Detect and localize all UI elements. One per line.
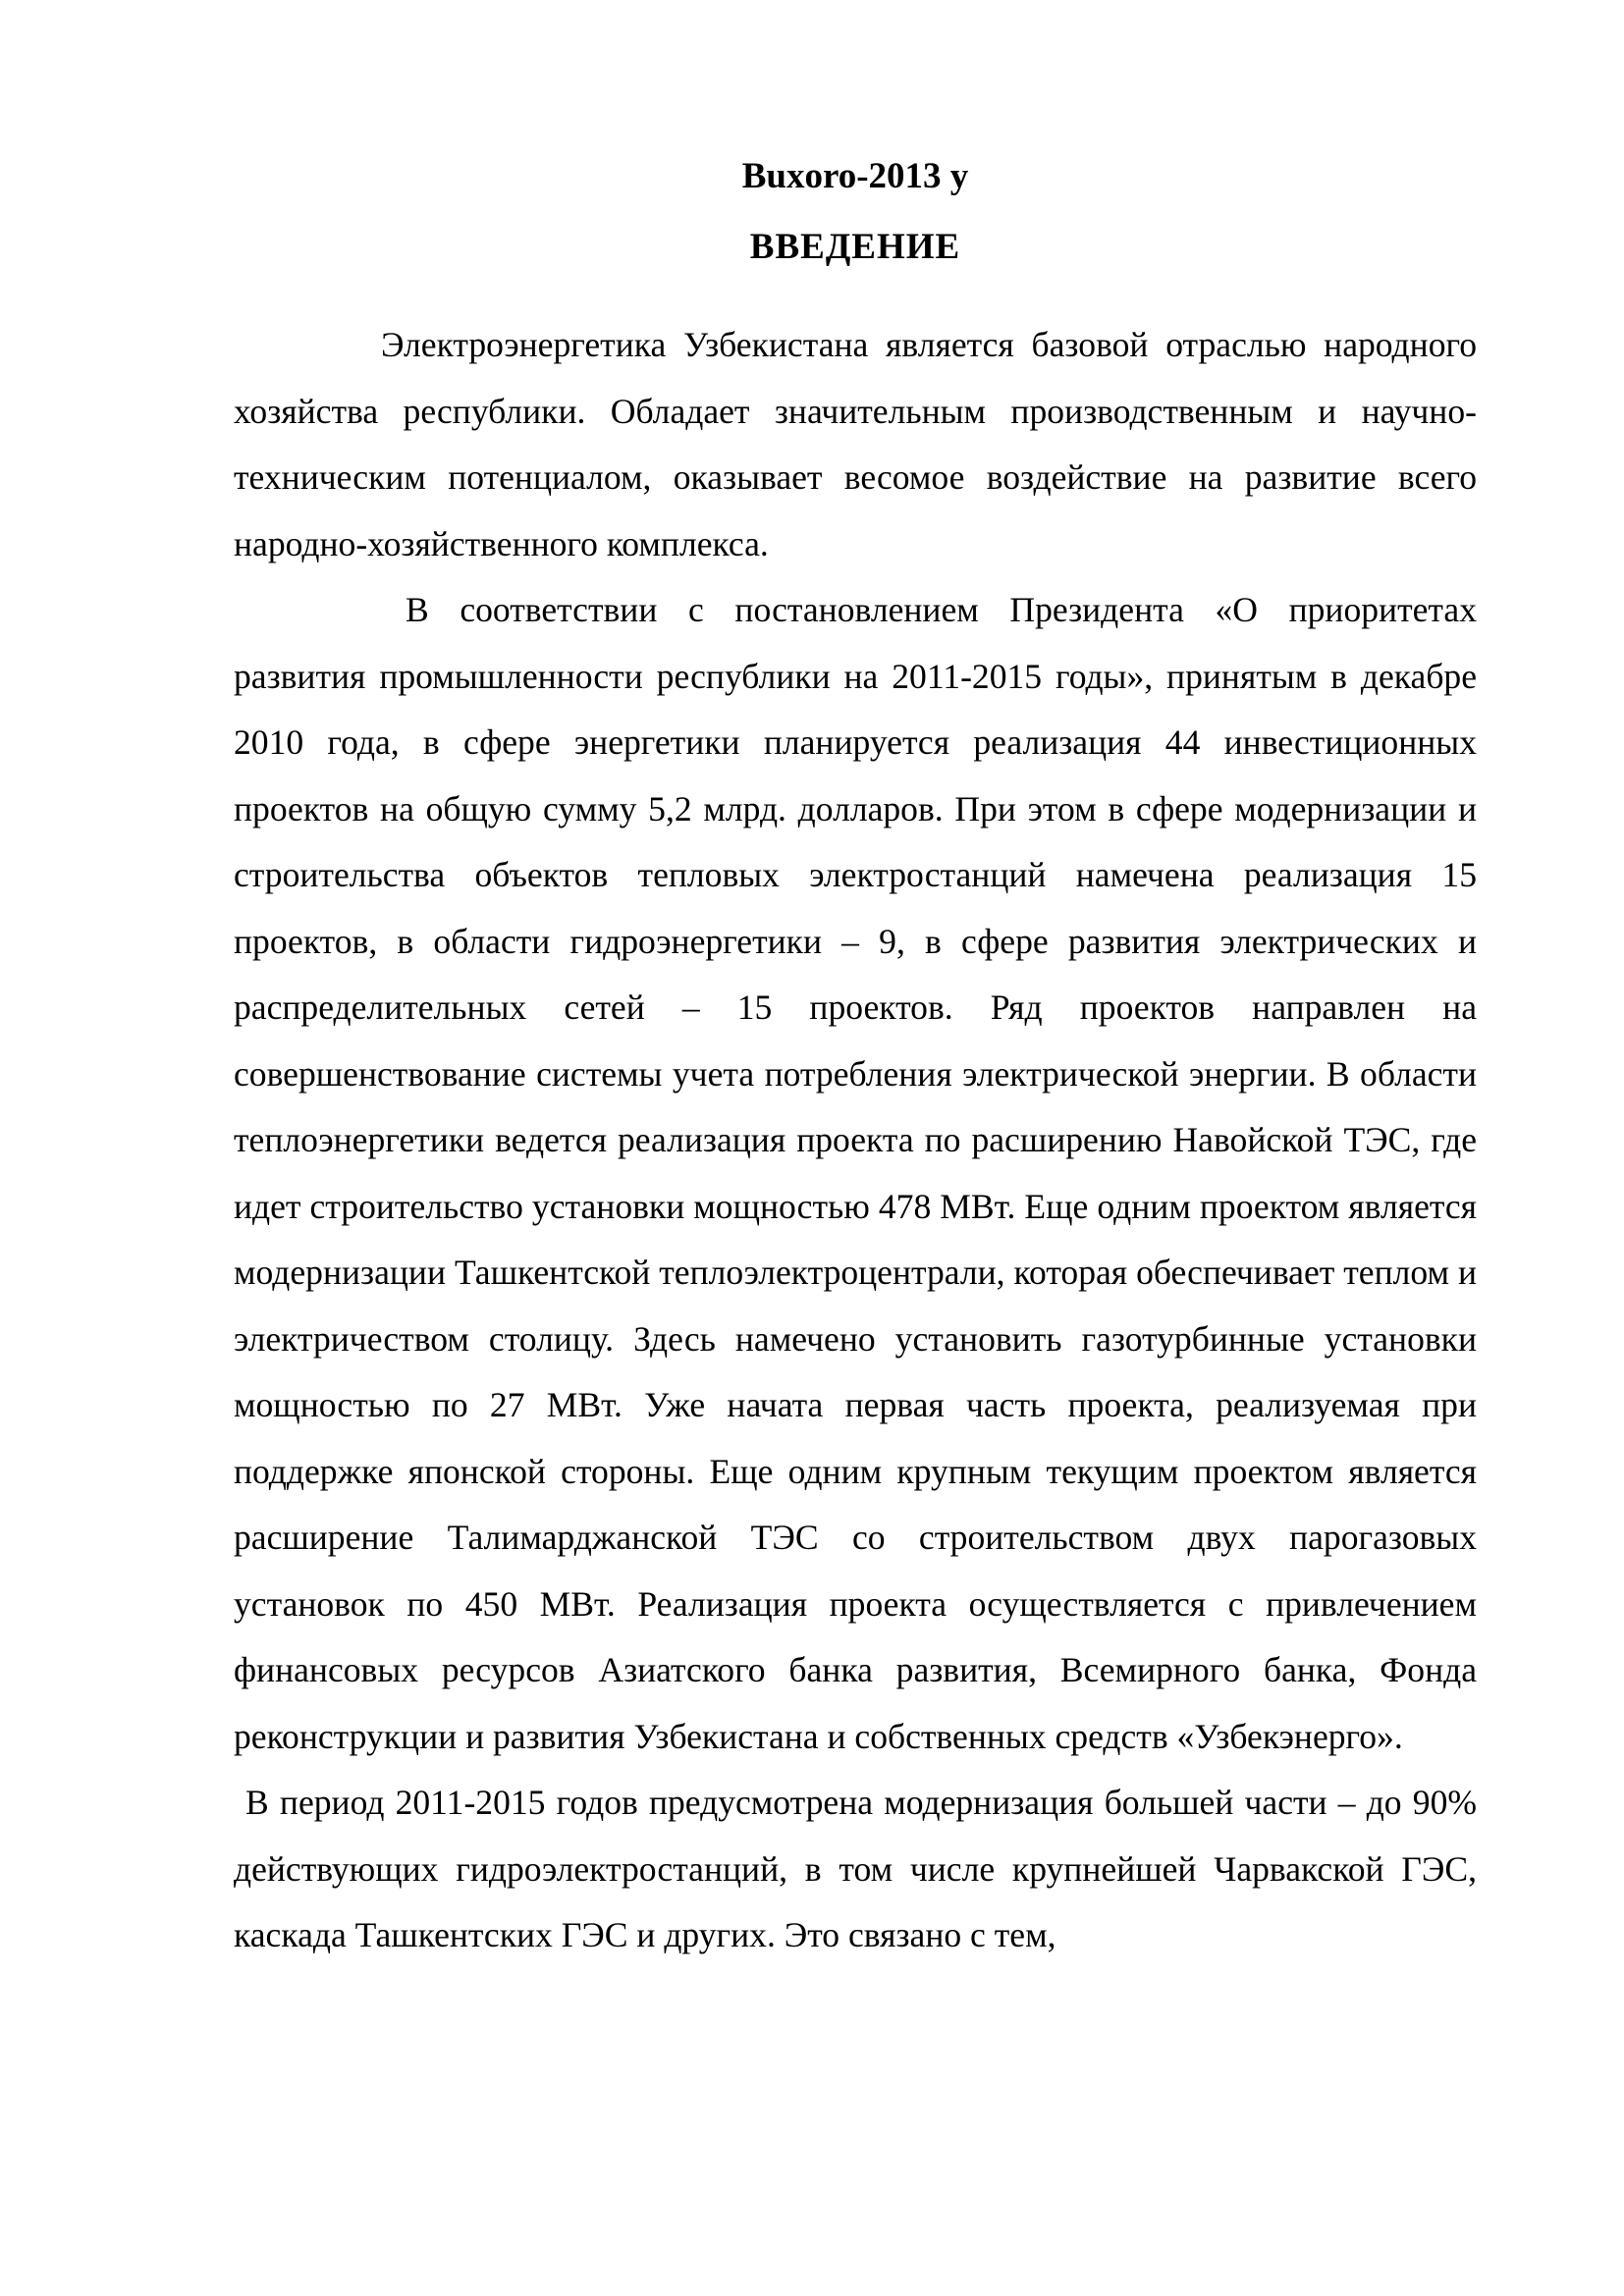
paragraph-hydro-modernization: В период 2011-2015 годов предусмотрена модернизация большей части – до 90% действующих гидроэлектростанций, в том числе крупнейшей Чарвакской ГЭС, каскада Ташкентских ГЭС и других. Это связано с тем, xyxy=(234,1783,1477,1954)
document-heading: ВВЕДЕНИЕ xyxy=(749,227,961,267)
document-subtitle: Buxoro-2013 y xyxy=(741,156,969,196)
paragraph-investment-projects: В соответствии с постановлением Президента «О приоритетах развития промышленности республики на 2011-2015 годы», принятым в декабре 2010 года, в сфере энергетики планируется реализация 44 инвестиционных проектов на общую сумму 5,2 млрд. долларов. При этом в сфере модернизации и строительства объектов тепловых электростанций намечена реализация 15 проектов, в области гидроэнергетики – 9, в сфере развития электрических и распределительных сетей – 15 проектов. Ряд проектов направлен на совершенствование системы учета потребления электрической энергии. В области теплоэнергетики ведется реализация проекта по расширению Навойской ТЭС, где идет строительство установки мощностью 478 МВт. Еще одним проектом является модернизации Ташкентской теплоэлектроцентрали, которая обеспечивает теплом и электричеством столицу. Здесь намечено установить газотурбинные установки мощностью по 27 МВт. Уже начата первая часть проекта, реализуемая при поддержке японской стороны. Еще одним крупным текущим проектом является расширение Талимарджанской ТЭС со строительством двух парогазовых установок по 450 МВт. Реализация проекта осуществляется с привлечением финансовых ресурсов Азиатского банка развития, Всемирного банка, Фонда реконструкции и развития Узбекистана и собственных средств «Узбекэнерго». xyxy=(234,590,1477,1756)
paragraph-intro: Электроэнергетика Узбекистана является базовой отраслью народного хозяйства республики. Обладает значительным производственным и научно-техническим потенциалом, оказывает весомое воздействие на развитие всего народно-хозяйственного комплекса. xyxy=(234,325,1477,563)
document-body xyxy=(234,312,1477,1969)
